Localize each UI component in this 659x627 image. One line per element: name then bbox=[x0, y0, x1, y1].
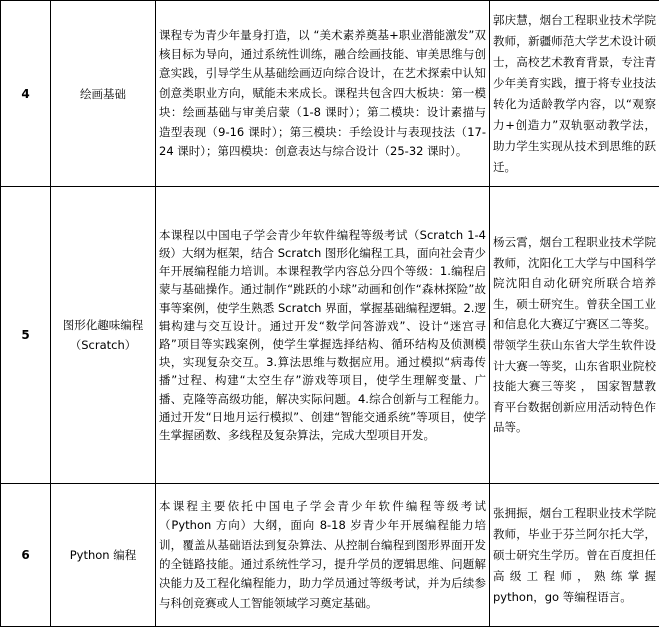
row-number: 6 bbox=[1, 484, 51, 627]
table-row bbox=[1, 1, 659, 187]
row-number: 4 bbox=[1, 1, 51, 187]
row-number: 5 bbox=[1, 187, 51, 484]
course-description: 本课程以中国电子学会青少年软件编程等级考试（Scratch 1-4 级）大纲为框架，结合 Scratch 图形化编程工具，面向社会青少年开展编程能力培训。本课程教学内容总分四个等级：1.编程启蒙与基础操作。通过制作“跳跃的小球”动画和创作“森林探险”故事等案例，使学生熟悉 Scratch 界面，掌握基础编程逻辑。2.逻辑构建与交互设计。通过开发“数学问答游戏”、设计“迷宫寻路”项目等实践案例，使学生掌握选择结构、循环结构及侦测模块，实现复杂交互。3.算法思维与数据应用。通过模拟“病毒传播”过程、构建“太空生存”游戏等项目，使学生理解变量、广播、克隆等高级功能，解决实际问题。4.综合创新与工程能力。通过开发“日地月运行模拟”、创建“智能交通系统”等项目，使学生掌握函数、多线程及复杂算法，完成大型项目开发。 bbox=[156, 187, 490, 484]
course-name: Python 编程 bbox=[51, 484, 156, 627]
course-description: 本课程主要依托中国电子学会青少年软件编程等级考试（Python 方向）大纲，面向 8-18 岁青少年开展编程能力培训，覆盖从基础语法到复杂算法、从控制台编程到图形界面开发的全链路技能。通过系统性学习，提升学员的逻辑思维、问题解决能力及工程化编程能力，助力学员通过等级考试，并为后续参与科创竞赛或人工智能领域学习奠定基础。 bbox=[156, 484, 490, 627]
teacher-info: 郭庆慧，烟台工程职业技术学院教师，新疆师范大学艺术设计硕士，高校艺术教育背景，专注青少年美育实践，擅于将专业技法转化为适龄教学内容，以“观察力+创造力”双轨驱动教学法，助力学生实现从技术到思维的跃迁。 bbox=[490, 1, 659, 187]
table-row bbox=[1, 484, 659, 627]
table-row bbox=[1, 187, 659, 484]
course-name: 图形化趣味编程（Scratch） bbox=[51, 187, 156, 484]
teacher-info: 张拥振，烟台工程职业技术学院教师，毕业于芬兰阿尔托大学，硕士研究生学历。曾在百度担任高级工程师，熟练掌握 python，go 等编程语言。 bbox=[490, 484, 659, 627]
course-name: 绘画基础 bbox=[51, 1, 156, 187]
course-description: 课程专为青少年量身打造，以 “美术素养奠基+职业潜能激发”双核目标为导向，通过系统性训练，融合绘画技能、审美思维与创意实践，引导学生从基础绘画迈向综合设计，在艺术探索中认知创意类职业方向，赋能未来成长。课程共包含四大板块：第一模块：绘画基础与审美启蒙（1-8 课时）；第二模块：设计素描与造型表现（9-16 课时）；第三模块：手绘设计与表现技法（17-24 课时）；第四模块：创意表达与综合设计（25-32 课时）。 bbox=[156, 1, 490, 187]
teacher-info: 杨云霄，烟台工程职业技术学院教师，沈阳化工大学与中国科学院沈阳自动化研究所联合培养生，硕士研究生。曾获全国工业和信息化大赛辽宁赛区二等奖。带领学生获山东省大学生软件设计大赛一等奖，山东省职业院校技能大赛三等奖 ， 国家智慧教育平台数据创新应用活动特色作品等。 bbox=[490, 187, 659, 484]
